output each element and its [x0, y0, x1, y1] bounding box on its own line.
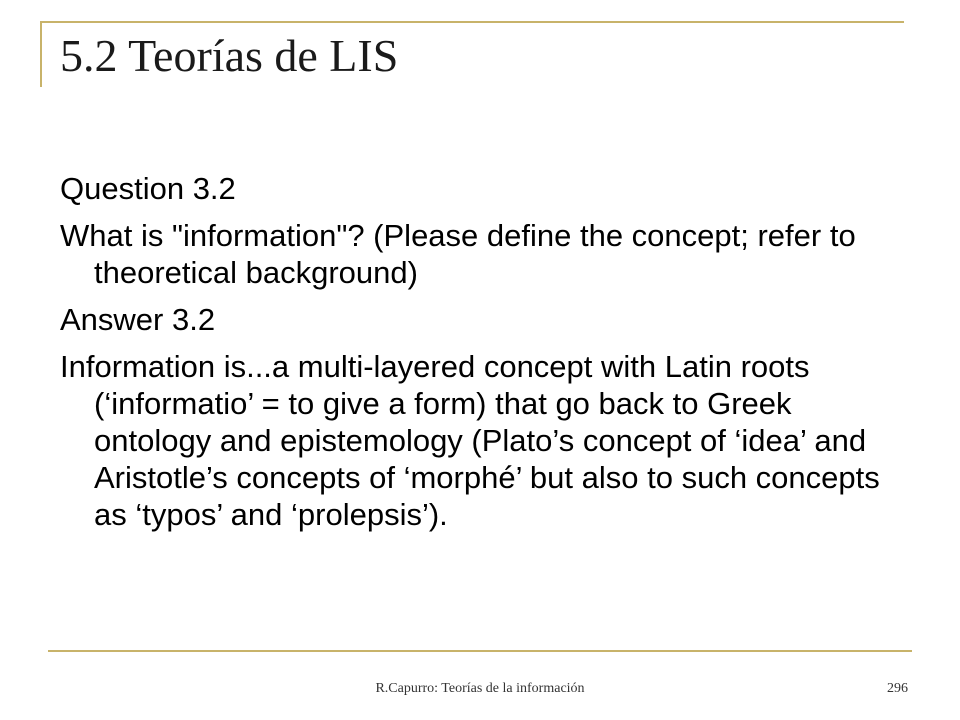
left-divider	[40, 21, 42, 87]
question-text: What is "information"? (Please define the concept; refer to theoretical background)	[60, 218, 856, 290]
top-divider	[40, 21, 904, 23]
footer-source: R.Capurro: Teorías de la información	[375, 681, 585, 696]
question-heading: Question 3.2	[60, 171, 236, 206]
slide-body	[60, 170, 910, 543]
bottom-divider	[48, 650, 912, 652]
page-number: 296	[887, 681, 908, 696]
slide-title: 5.2 Teorías de LIS	[60, 30, 399, 81]
answer-heading: Answer 3.2	[60, 302, 216, 337]
answer-text: Information is...a multi-layered concept with Latin roots (‘informatio’ = to give a form) that go back to Greek ontology and epistemology (Plato’s concept of ‘idea’ and Aristotle’s concepts of ‘morphé’ but also to such concepts as ‘typos’ and ‘prolepsis’).	[60, 349, 880, 532]
